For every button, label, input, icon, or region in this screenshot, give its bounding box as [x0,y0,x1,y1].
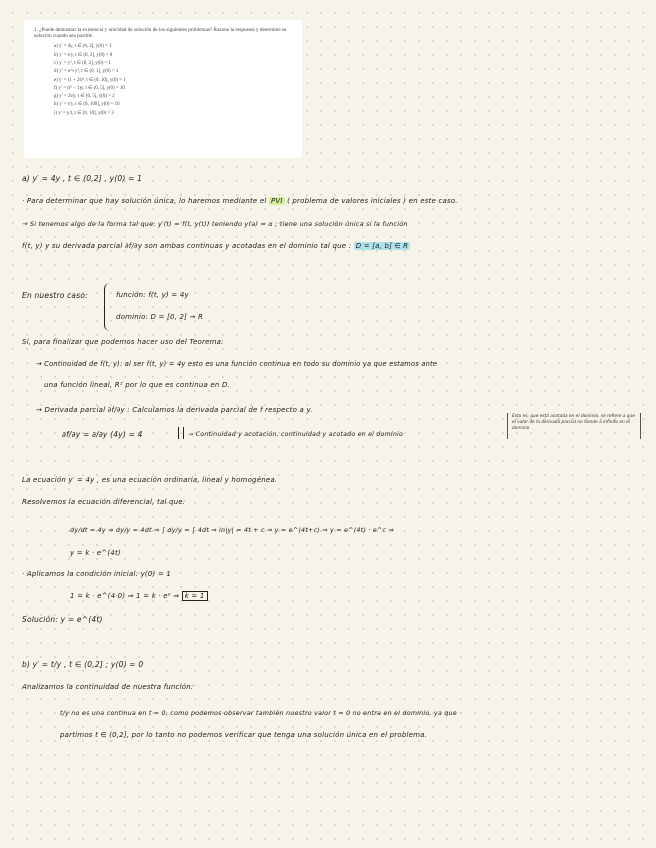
exercise-item: i) y′ = y/t, t ∈ (0, 10], y(0) = 3 [54,110,114,116]
note-line: t/y no es una continua en t = 0, como podemos observar también nuestro valor t = 0 no entra en el dominio, ya que [60,709,457,717]
note-line: Sí, para finalizar que podemos hacer uso del Teorema: [22,338,224,346]
exercise-question: 1. ¿Puede demostrar la existencia y unicidad de solución de los siguientes problemas? Razone la respuesta y determine su solución cuando sea posible [34,27,287,40]
curly-brace [104,283,113,331]
note-line: La ecuación y′ = 4y , es una ecuación ordinaria, lineal y homogénea. [22,476,278,484]
initial-condition-eq: 1 = k · e^(4·0) ⇒ 1 = k · e⁰ ⇒ k = 1 [70,592,208,600]
exercise-item: h) y′ = t/y, t ∈ (0, 100], y(0) = 10 [54,102,120,108]
exercise-item: d) y′ = e^t y², t ∈ (0, 1], y(0) = 1 [54,69,119,75]
double-bar [178,427,184,439]
exercise-item: e) y′ = (1 + 2t)², t ∈ (0, 10], y(0) = 1 [54,77,126,83]
exercise-list [54,43,294,118]
note-line: una función lineal, R² por lo que es continua en D. [44,381,230,389]
general-solution: y = k · e^(4t) [70,549,121,557]
exercise-item: b) y′ = t/y, t ∈ (0, 2], y(0) = 0 [54,52,113,58]
boxed-constant: k = 1 [182,591,208,601]
solution-chain: dy/dt = 4y ⇒ dy/y = 4dt ⇒ ∫ dy/y = ∫ 4dt ⇒ ln|y| = 4t + c ⇒ y = e^(4t+c) ⇒ y = e^(4t) · e^c ⇒ [70,526,394,534]
section-a-heading: a) y′ = 4y , t ∈ (0,2] , y(0) = 1 [22,174,143,183]
section-b-heading: b) y′ = t/y , t ∈ (0,2] ; y(0) = 0 [22,660,144,669]
exercise-item: f) y′ = (t² − 1)y, t ∈ (0, 5], y(0) = 10 [54,85,125,91]
note-line: → Si tenemos algo de la forma tal que: y′(t) = f(t, y(t)) teniendo y(a) = α ; tiene una solución única si la función [22,220,408,228]
note-line: En nuestro caso: [22,291,88,300]
note-line: → Continuidad de f(t, y): al ser f(t, y) = 4y esto es una función continua en todo su dominio ya que estamos ante [36,360,438,368]
note-line: f(t, y) y su derivada parcial ∂f/∂y son ambas continuas y acotadas en el dominio tal que : D = [a, b] ∈ R [22,242,409,250]
note-line: Analizamos la continuidad de nuestra función: [22,683,194,691]
note-line: → Continuidad y acotación, continuidad y acotado en el dominio [188,431,404,438]
pasted-exercise-image [24,20,302,158]
note-line: → Derivada parcial ∂f/∂y : Calculamos la derivada parcial de f respecto a y. [36,406,313,414]
exercise-item: c) y′ = y², t ∈ (0, 2], y(0) = 1 [54,61,111,66]
exercise-item: a) y′ = 4y, t ∈ (0, 2], y(0) = 1 [54,44,112,50]
exercise-item: g) y′ = 2t/y, t ∈ (0, 5], y(0) = 2 [54,94,115,100]
pvi-highlight: PVI [270,197,283,205]
function-def: función: f(t, y) = 4y [116,291,189,299]
note-line: · Para determinar que hay solución única, lo haremos mediante el PVI ( problema de valores iniciales ) en este caso. [22,197,458,205]
note-line: Resolvemos la ecuación diferencial, tal que: [22,498,186,506]
domain-highlight: D = [a, b] ∈ R [355,242,409,250]
domain-def: dominio: D = [0, 2] → R [116,313,204,321]
derivative-equation: ∂f/∂y = ∂/∂y (4y) = 4 [62,430,143,439]
final-solution: Solución: y = e^(4t) [22,615,103,624]
note-line: · Aplicamos la condición inicial: y(0) = 1 [22,570,172,578]
note-line: partimos t ∈ (0,2], por lo tanto no podemos verificar que tenga una solución única en el problema. [60,731,428,739]
side-note: Esto es, que está acotada en el dominio, se refiere a que el valor de la derivada parcial no tiende a infinito en el dominio [507,413,641,439]
